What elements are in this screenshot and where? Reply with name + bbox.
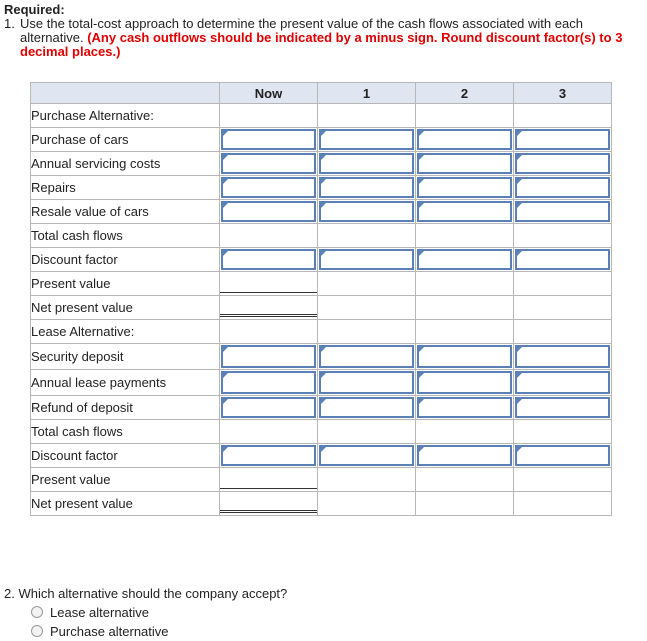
row-label: Resale value of cars <box>31 200 220 224</box>
readonly-cell <box>220 272 318 296</box>
question-1-number: 1. <box>4 16 15 31</box>
option-purchase[interactable] <box>31 623 169 639</box>
table-row <box>31 396 612 420</box>
table-row <box>31 420 612 444</box>
readonly-cell <box>318 468 416 492</box>
input-cell[interactable] <box>515 153 610 174</box>
blank-cell <box>514 320 612 344</box>
readonly-cell <box>514 272 612 296</box>
readonly-cell <box>220 492 318 516</box>
row-label: Total cash flows <box>31 224 220 248</box>
input-cell[interactable] <box>221 129 316 150</box>
input-cell[interactable] <box>417 345 512 368</box>
blank-cell <box>318 320 416 344</box>
input-cell[interactable] <box>319 397 414 418</box>
input-cell[interactable] <box>417 177 512 198</box>
question-2: 2. Which alternative should the company accept? <box>4 586 288 601</box>
row-label: Present value <box>31 272 220 296</box>
input-cell[interactable] <box>221 177 316 198</box>
section-label-purchase: Purchase Alternative: <box>31 104 220 128</box>
row-label: Annual lease payments <box>31 370 220 396</box>
header-blank <box>31 83 220 104</box>
row-label: Purchase of cars <box>31 128 220 152</box>
row-label: Refund of deposit <box>31 396 220 420</box>
input-cell[interactable] <box>417 249 512 270</box>
input-cell[interactable] <box>221 153 316 174</box>
readonly-cell <box>220 224 318 248</box>
row-label: Discount factor <box>31 444 220 468</box>
radio-button[interactable] <box>31 606 43 618</box>
question-1-instruction: (Any cash outflows should be indicated by a minus sign. Round discount factor(s) to 3 decimal places.) <box>20 30 623 59</box>
single-underline <box>220 292 317 293</box>
table-row <box>31 200 612 224</box>
input-cell[interactable] <box>221 201 316 222</box>
double-underline <box>220 510 317 513</box>
row-label: Annual servicing costs <box>31 152 220 176</box>
readonly-cell <box>416 468 514 492</box>
table-row <box>31 468 612 492</box>
readonly-cell <box>318 420 416 444</box>
input-cell[interactable] <box>319 129 414 150</box>
row-label: Security deposit <box>31 344 220 370</box>
readonly-cell <box>514 468 612 492</box>
table-row <box>31 152 612 176</box>
input-cell[interactable] <box>417 397 512 418</box>
readonly-cell <box>318 492 416 516</box>
required-heading: Required: <box>4 2 65 17</box>
readonly-cell <box>416 420 514 444</box>
input-cell[interactable] <box>221 397 316 418</box>
table-row <box>31 444 612 468</box>
table-row <box>31 296 612 320</box>
blank-cell <box>220 104 318 128</box>
table-row <box>31 224 612 248</box>
table-row <box>31 344 612 370</box>
blank-cell <box>318 104 416 128</box>
purchase-section-row <box>31 104 612 128</box>
readonly-cell <box>514 420 612 444</box>
table-row <box>31 492 612 516</box>
input-cell[interactable] <box>515 249 610 270</box>
column-header-now: Now <box>220 83 318 104</box>
lease-section-row <box>31 320 612 344</box>
input-cell[interactable] <box>319 445 414 466</box>
table-row <box>31 370 612 396</box>
input-cell[interactable] <box>515 397 610 418</box>
readonly-cell <box>318 296 416 320</box>
input-cell[interactable] <box>515 201 610 222</box>
blank-cell <box>514 104 612 128</box>
table-row <box>31 272 612 296</box>
column-header-year-3: 3 <box>514 83 612 104</box>
input-cell[interactable] <box>319 201 414 222</box>
readonly-cell <box>220 296 318 320</box>
readonly-cell <box>220 420 318 444</box>
input-cell[interactable] <box>221 445 316 466</box>
input-cell[interactable] <box>417 445 512 466</box>
input-cell[interactable] <box>319 345 414 368</box>
row-label: Total cash flows <box>31 420 220 444</box>
readonly-cell <box>416 224 514 248</box>
input-cell[interactable] <box>515 445 610 466</box>
row-label: Repairs <box>31 176 220 200</box>
input-cell[interactable] <box>319 249 414 270</box>
table-row <box>31 248 612 272</box>
input-cell[interactable] <box>417 129 512 150</box>
question-1-text: Use the total-cost approach to determine the present value of the cash flows associated with each alternative. <box>20 16 583 45</box>
section-label-lease: Lease Alternative: <box>31 320 220 344</box>
readonly-cell <box>220 468 318 492</box>
input-cell[interactable] <box>417 371 512 394</box>
input-cell[interactable] <box>319 371 414 394</box>
input-cell[interactable] <box>221 249 316 270</box>
readonly-cell <box>514 492 612 516</box>
option-label: Lease alternative <box>50 604 150 620</box>
double-underline <box>220 314 317 317</box>
input-cell[interactable] <box>417 153 512 174</box>
table-row <box>31 176 612 200</box>
row-label: Net present value <box>31 492 220 516</box>
readonly-cell <box>416 272 514 296</box>
table-row <box>31 128 612 152</box>
single-underline <box>220 488 317 489</box>
option-lease[interactable] <box>31 604 149 620</box>
radio-button[interactable] <box>31 625 43 637</box>
input-cell[interactable] <box>221 345 316 368</box>
blank-cell <box>416 320 514 344</box>
table-header-row <box>31 83 612 104</box>
column-header-year-1: 1 <box>318 83 416 104</box>
row-label: Net present value <box>31 296 220 320</box>
readonly-cell <box>416 296 514 320</box>
row-label: Present value <box>31 468 220 492</box>
input-cell[interactable] <box>319 177 414 198</box>
input-cell[interactable] <box>515 345 610 368</box>
row-label: Discount factor <box>31 248 220 272</box>
blank-cell <box>220 320 318 344</box>
input-cell[interactable] <box>417 201 512 222</box>
input-cell[interactable] <box>515 129 610 150</box>
input-cell[interactable] <box>515 371 610 394</box>
question-1 <box>4 17 634 59</box>
readonly-cell <box>318 272 416 296</box>
readonly-cell <box>416 492 514 516</box>
input-cell[interactable] <box>221 371 316 394</box>
column-header-year-2: 2 <box>416 83 514 104</box>
input-cell[interactable] <box>319 153 414 174</box>
readonly-cell <box>318 224 416 248</box>
readonly-cell <box>514 224 612 248</box>
blank-cell <box>416 104 514 128</box>
input-cell[interactable] <box>515 177 610 198</box>
cash-flow-table <box>30 82 612 516</box>
option-label: Purchase alternative <box>50 623 169 639</box>
readonly-cell <box>514 296 612 320</box>
